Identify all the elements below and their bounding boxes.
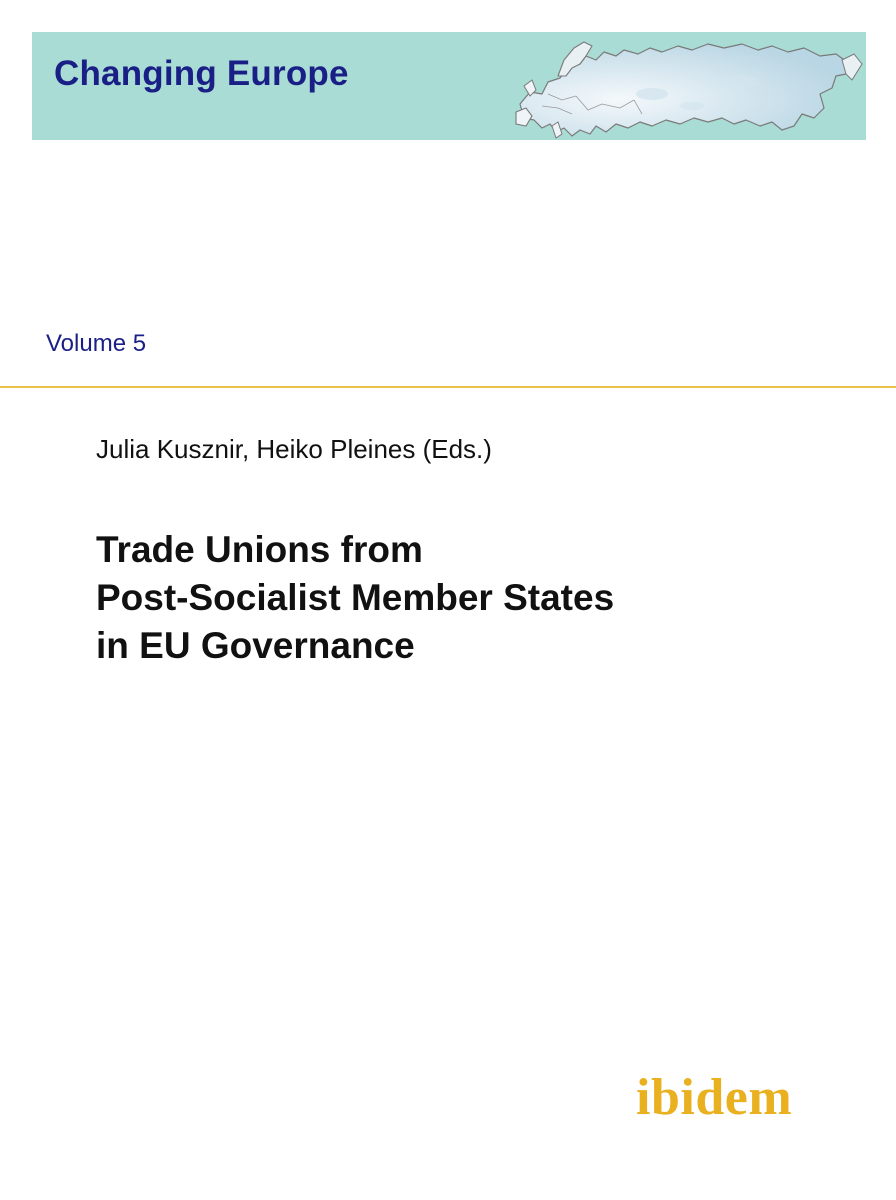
series-title: Changing Europe: [54, 54, 349, 93]
editors-line: Julia Kusznir, Heiko Pleines (Eds.): [96, 434, 492, 464]
book-title-line: in EU Governance: [96, 625, 415, 666]
series-banner: [32, 32, 866, 140]
europe-map-icon: [502, 34, 866, 140]
book-title-line: Trade Unions from: [96, 529, 423, 570]
book-title-line: Post-Socialist Member States: [96, 577, 615, 618]
volume-label: Volume 5: [46, 330, 147, 357]
divider-line: [0, 386, 896, 388]
publisher-logo: ibidem: [636, 1069, 793, 1126]
book-title: [96, 526, 614, 670]
